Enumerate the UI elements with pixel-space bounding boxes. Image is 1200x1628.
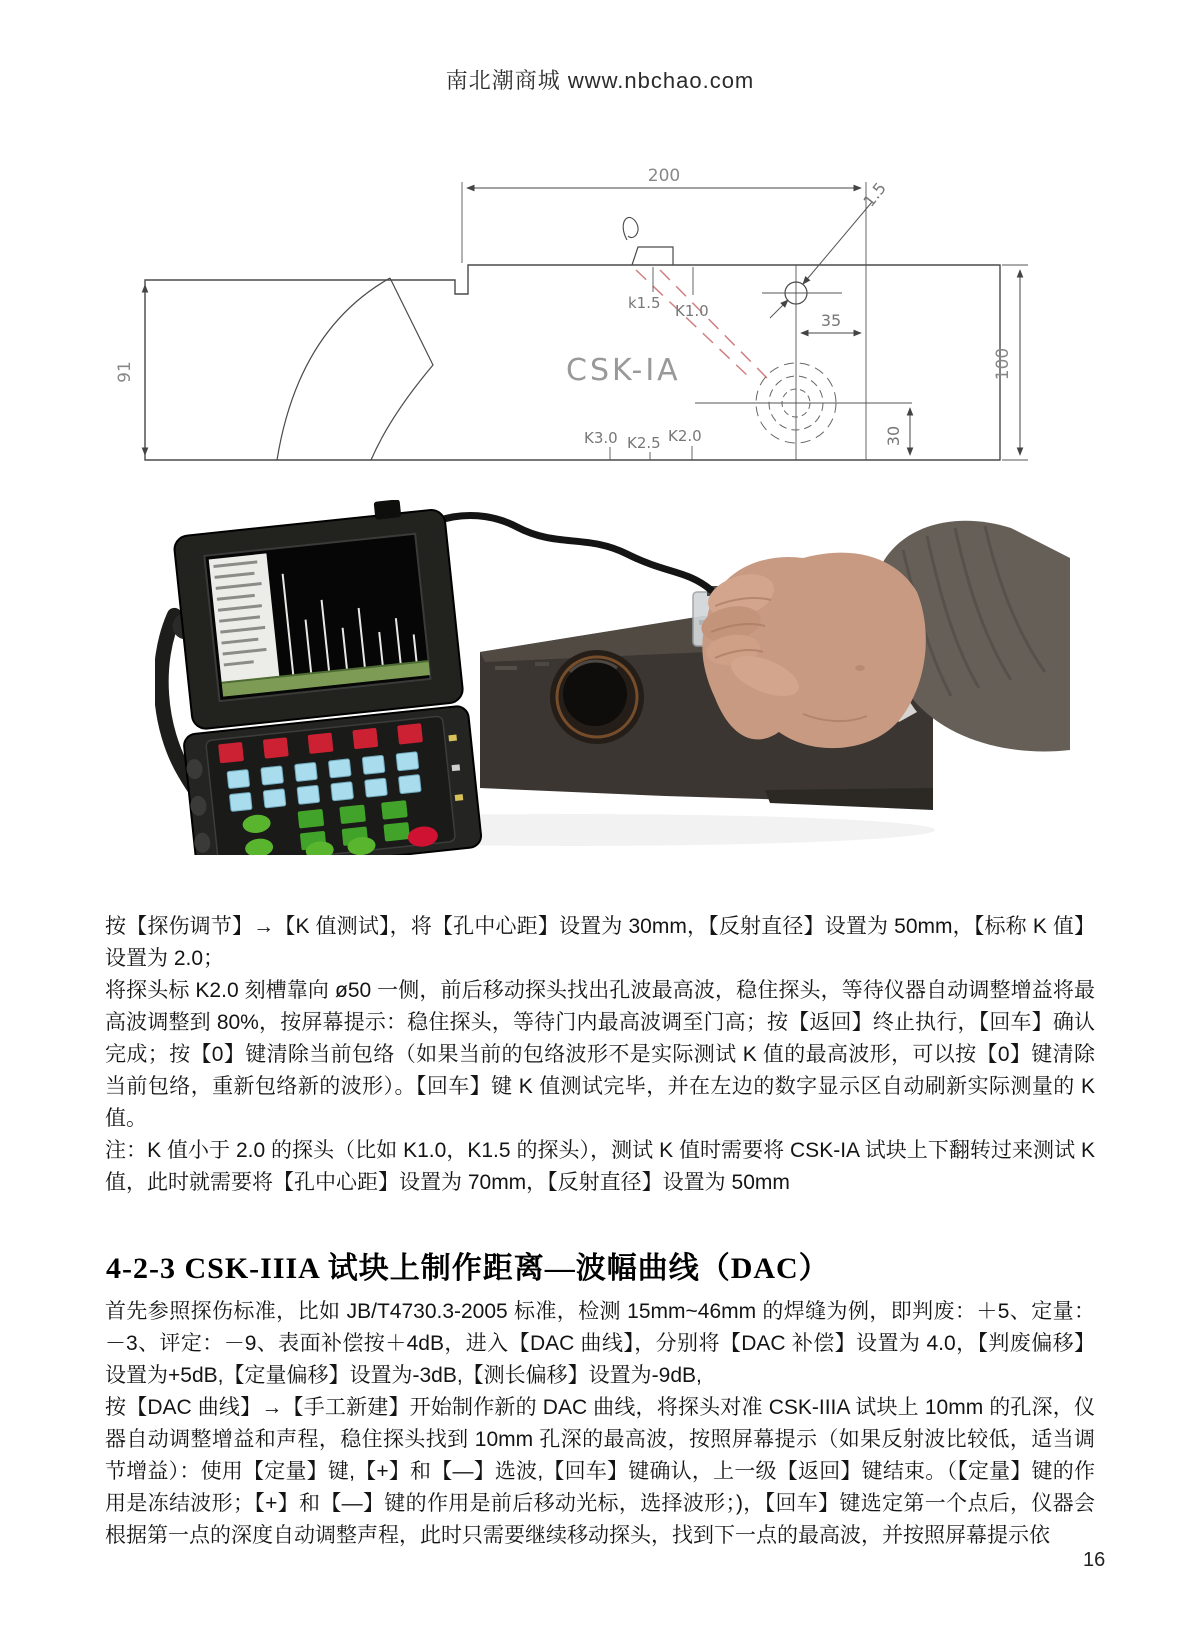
paragraph-dac-standard: 首先参照探伤标准，比如 JB/T4730.3-2005 标准，检测 15mm~46mm 的焊缝为例，即判废：＋5、定量：－3、评定：－9、表面补偿按＋4dB，进入【DAC 曲线】，分别将【DAC 补偿】设置为 4.0，【判废偏移】设置为+5dB,【定量偏移】设置为-3dB,【测长偏移】设置为-9dB, xyxy=(105,1300,1095,1387)
diagram-title: CSK-IA xyxy=(566,353,681,388)
label-k15: k1.5 xyxy=(628,294,661,312)
dac-curve-paragraphs xyxy=(105,1296,1095,1552)
dim-30: 30 xyxy=(884,425,903,447)
paragraph-k-test-procedure: 将探头标 K2.0 刻槽靠向 ø50 一侧，前后移动探头找出孔波最高波，稳住探头，等待仪器自动调整增益将最高波调整到 80%，按屏幕提示：稳住探头，等待门内最高波调至门高；按【返回】终止执行，【回车】确认完成；按【0】键清除当前包络（如果当前的包络波形不是实际测试 K 值的最高波形，可以按【0】键清除当前包络，重新包络新的波形）。【回车】键 K 值测试完毕，并在左边的数字显示区自动刷新实际测量的 K 值。 xyxy=(105,979,1095,1130)
k-value-test-paragraphs xyxy=(105,911,1095,1199)
label-k20: K2.0 xyxy=(668,427,702,445)
leader-1p5-b xyxy=(770,300,788,318)
detector-photo-svg xyxy=(155,500,1070,855)
dim-100: 100 xyxy=(993,347,1013,381)
csk-ia-test-block-drawing xyxy=(100,150,1040,475)
probe-symbol xyxy=(632,247,673,265)
dim-35: 35 xyxy=(820,311,842,330)
csk-ia-diagram-svg xyxy=(100,150,1040,475)
label-k10: K1.0 xyxy=(675,302,709,320)
flaw-detector xyxy=(155,500,482,855)
page-number: 16 xyxy=(1083,1549,1106,1571)
probe-cable-squiggle xyxy=(623,217,638,240)
arc-cut-left xyxy=(277,278,390,460)
label-k30: K3.0 xyxy=(584,429,618,447)
arc-cut-right xyxy=(371,278,433,460)
hand xyxy=(698,553,926,749)
dim-200: 200 xyxy=(647,166,681,186)
leader-1p5 xyxy=(803,202,872,284)
site-header: 南北潮商城 www.nbchao.com xyxy=(445,68,755,93)
paragraph-k-test-note: 注：K 值小于 2.0 的探头（比如 K1.0，K1.5 的探头），测试 K 值时需要将 CSK-IA 试块上下翻转过来测试 K 值，此时就需要将【孔中心距】设置为 70mm，【反射直径】设置为 50mm xyxy=(105,1139,1095,1194)
paragraph-k-test-settings: 按【探伤调节】→【K 值测试】，将【孔中心距】设置为 30mm，【反射直径】设置为 50mm，【标称 K 值】设置为 2.0； xyxy=(105,915,1095,970)
detector-photo xyxy=(155,500,1070,855)
label-k25: K2.5 xyxy=(627,434,661,452)
dim-1p5: 1.5 xyxy=(859,178,890,211)
section-heading-4-2-3: 4-2-3 CSK-IIIA 试块上制作距离—波幅曲线（DAC） xyxy=(106,1252,830,1285)
dim-91: 91 xyxy=(115,361,135,383)
paragraph-dac-procedure: 按【DAC 曲线】→【手工新建】开始制作新的 DAC 曲线，将探头对准 CSK-IIIA 试块上 10mm 的孔深，仪器自动调整增益和声程，稳住探头找到 10mm 孔深的最高波，按照屏幕提示（如果反射波比较低，适当调节增益）：使用【定量】键,【+】和【—】选波,【回车】键确认，上一级【返回】键结束。（【定量】键的作用是冻结波形；【+】和【—】键的作用是前后移动光标，选择波形；)，【回车】键选定第一个点后，仪器会根据第一点的深度自动调整声程，此时只需要继续移动探头，找到下一点的最高波，并按照屏幕提示依 xyxy=(105,1396,1095,1547)
